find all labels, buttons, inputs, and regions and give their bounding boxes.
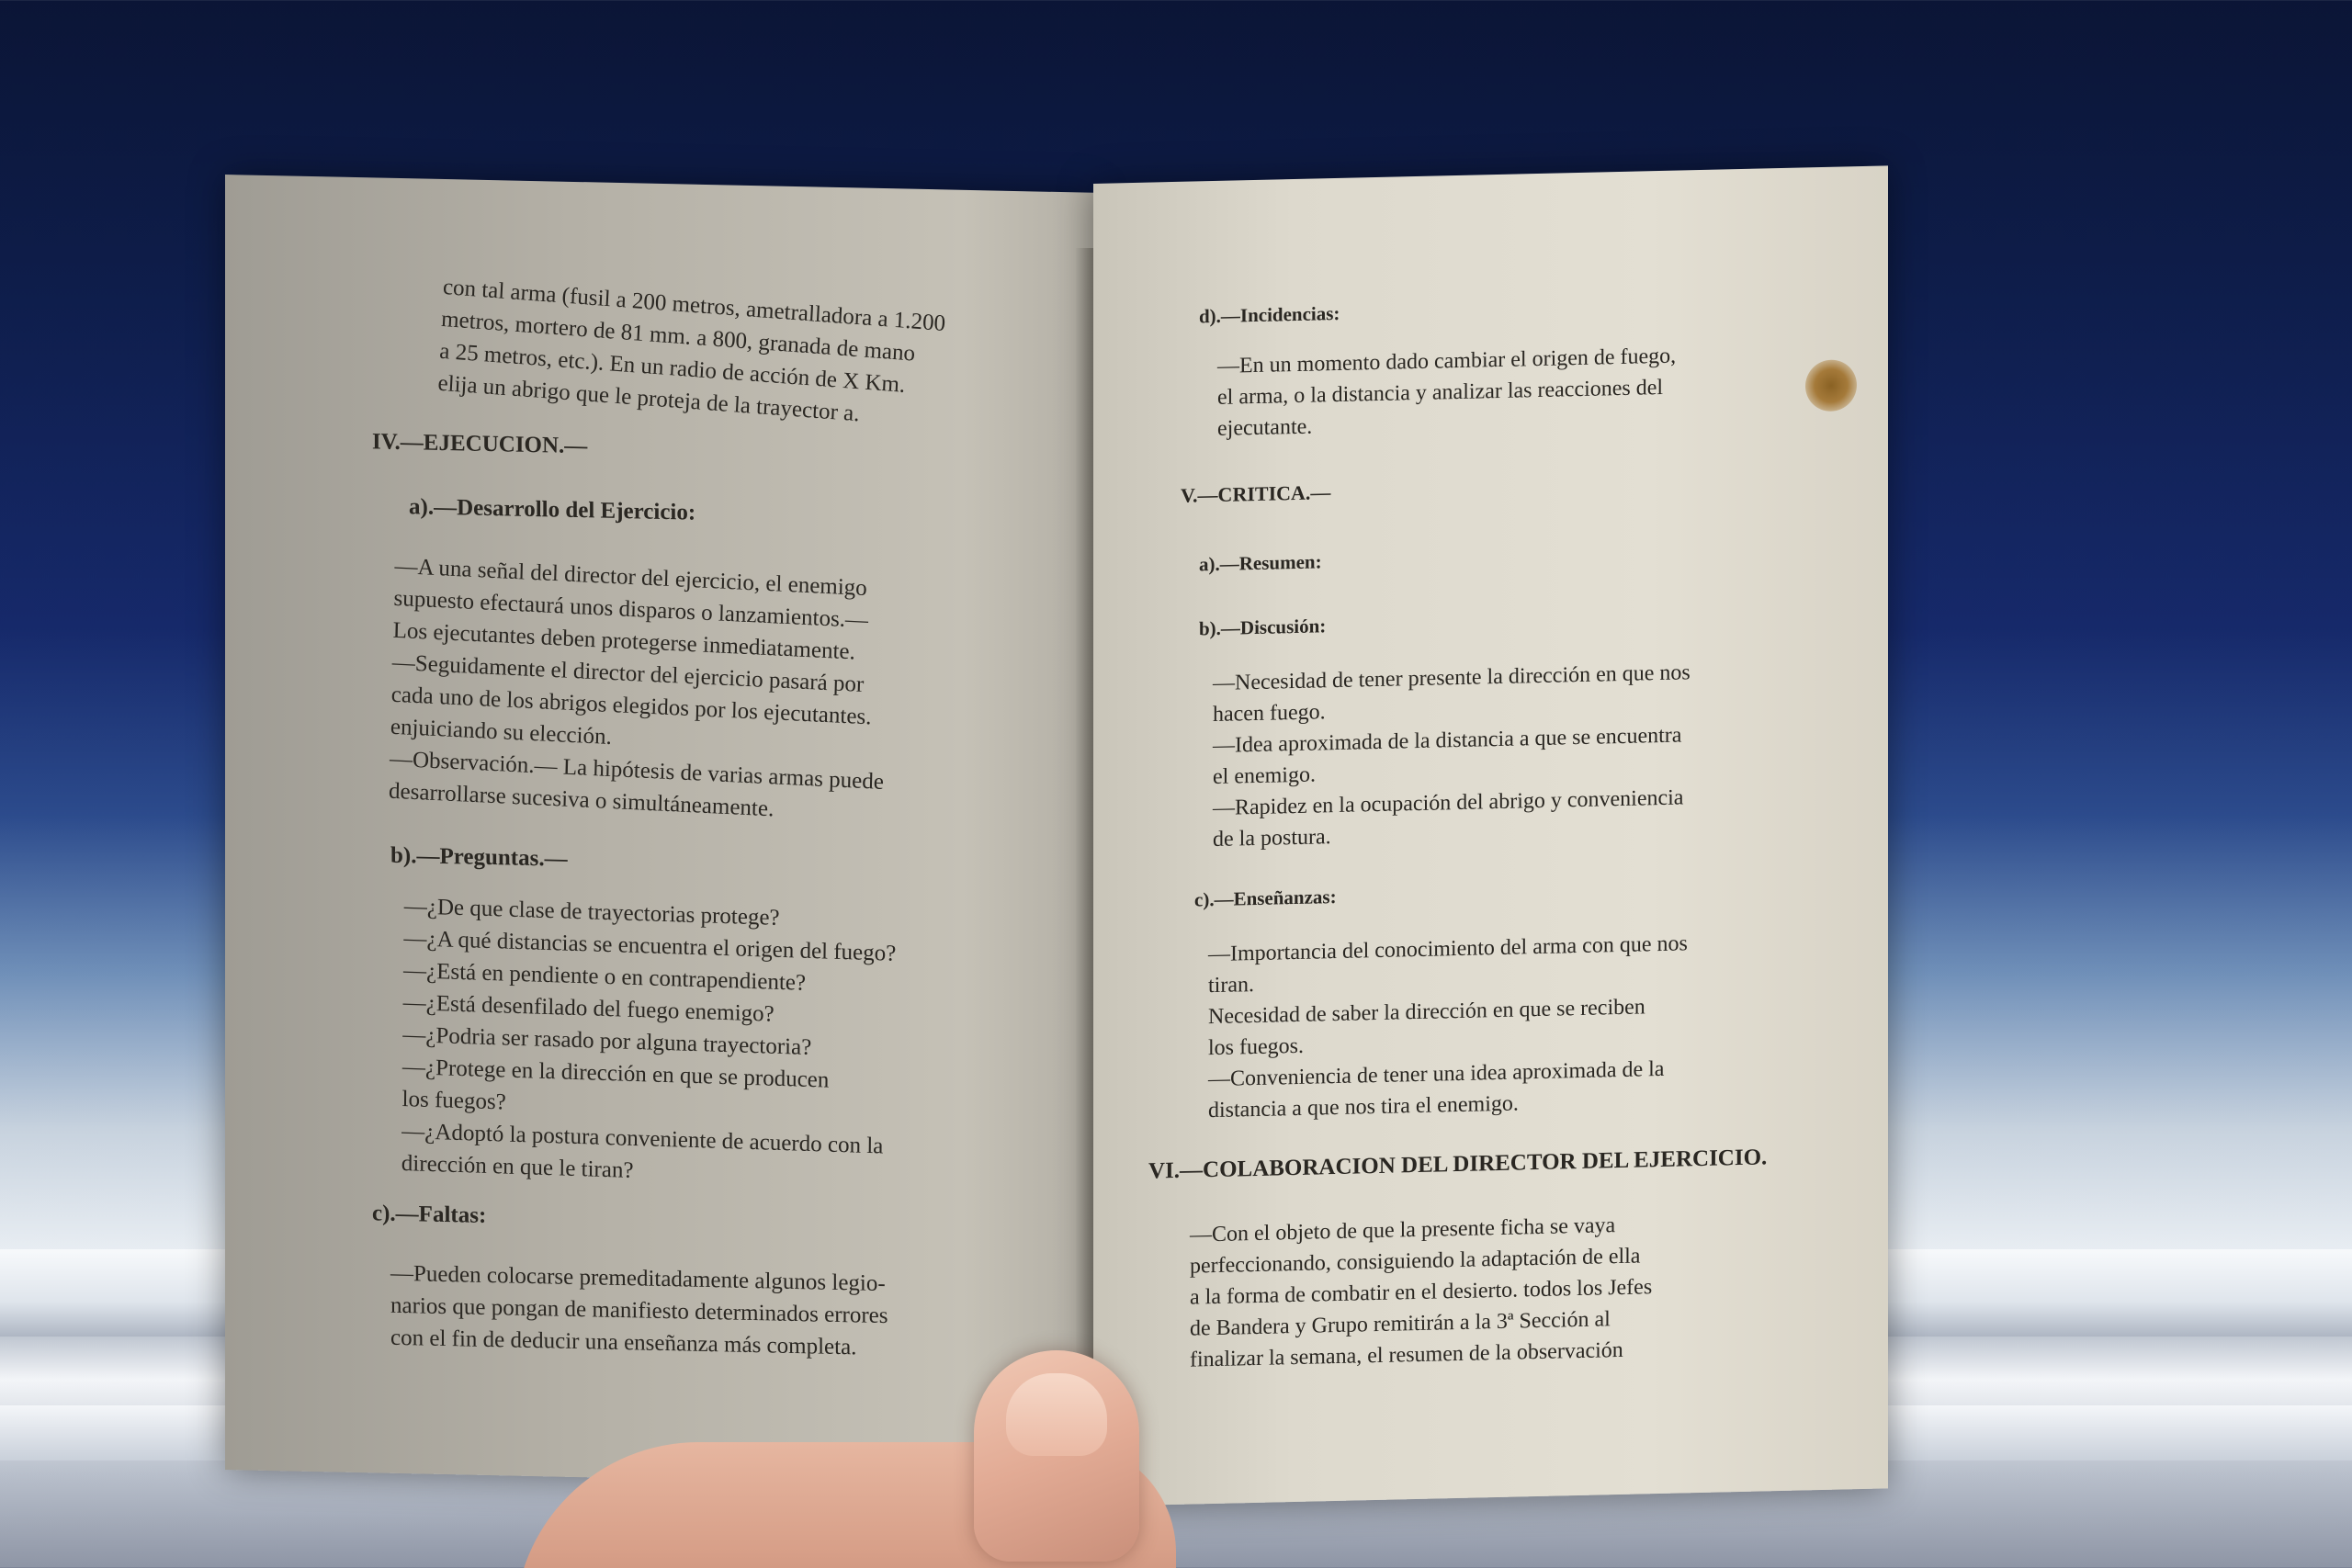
subsection-c-text: —Pueden colocarse premeditadamente algunos legio- narios que pongan de manifiesto determinados errores con el fin de deducir una enseñanza más completa. <box>390 1260 888 1360</box>
section-v-heading: V.—CRITICA.— <box>1181 480 1331 507</box>
critica-b-heading: b).—Discusión: <box>1199 615 1327 640</box>
subsection-b-questions: —¿De que clase de trayectorias protege? —¿A qué distancias se encuentra el origen del fuego? —¿Está en pendiente o en contrapendiente? —¿Está desenfilado del fuego enemigo? —¿Podria ser rasado por alguna trayectoria? —¿Protege en la dirección en que se producen los fuegos? —¿Adoptó la postura conveniente de acuerdo con la dirección en que le tiran? <box>401 894 897 1183</box>
section-iv-heading: IV.—EJECUCION.— <box>372 429 588 459</box>
booklet-left-page <box>225 175 1093 1488</box>
subsection-d-heading: d).—Incidencias: <box>1199 301 1340 328</box>
subsection-a-text: —A una señal del director del ejercicio, el enemigo supuesto efectaurá unos disparos o lanzamientos.— Los ejecutantes deben protegerse inmediatamente. —Seguidamente el director del ejercicio pasará por cada uno de los abrigos elegidos por los ejecutantes. enjuiciando su elección. —Observación.— La hipótesis de varias armas puede desarrollarse sucesiva o simultáneamente. <box>388 553 885 822</box>
left-intro-paragraph: con tal arma (fusil a 200 metros, ametralladora a 1.200 metros, mortero de 81 mm. a 800, granada de mano a 25 metros, etc.). En un radio de acción de X Km. elija un abrigo que le proteja de la trayector a. <box>436 274 946 427</box>
section-vi-heading: VI.—COLABORACION DEL DIRECTOR DEL EJERCICIO. <box>1148 1145 1768 1184</box>
critica-c-heading: c).—Enseñanzas: <box>1194 885 1337 911</box>
subsection-b-heading: b).—Preguntas.— <box>390 842 568 872</box>
critica-c-text: —Importancia del conocimiento del arma con que nos tiran. Necesidad de saber la dirección en que se reciben los fuegos. —Conveniencia de tener una idea aproximada de la distancia a que nos tira el enemigo. <box>1208 931 1688 1123</box>
page-stain <box>1805 359 1857 412</box>
subsection-c-heading: c).—Faltas: <box>372 1201 487 1228</box>
subsection-d-text: —En un momento dado cambiar el origen de fuego, el arma, o la distancia y analizar las reacciones del ejecutante. <box>1217 344 1677 441</box>
section-vi-text: —Con el objeto de que la presente ficha se vaya perfeccionando, consiguiendo la adaptación de ella a la forma de combatir en el desierto. todos los Jefes de Bandera y Grupo remitirán a la 3ª Sección al finalizar la semana, el resumen de la observación <box>1190 1213 1653 1372</box>
booklet-right-page <box>1093 165 1888 1506</box>
critica-a-heading: a).—Resumen: <box>1199 550 1322 576</box>
critica-b-text: —Necesidad de tener presente la dirección en que nos hacen fuego. —Idea aproximada de la distancia a que se encuentra el enemigo. —Rapidez en la ocupación del abrigo y conveniencia de la postura. <box>1213 660 1690 852</box>
subsection-a-heading: a).—Desarrollo del Ejercicio: <box>409 494 696 525</box>
thumbnail-nail <box>1006 1373 1107 1456</box>
